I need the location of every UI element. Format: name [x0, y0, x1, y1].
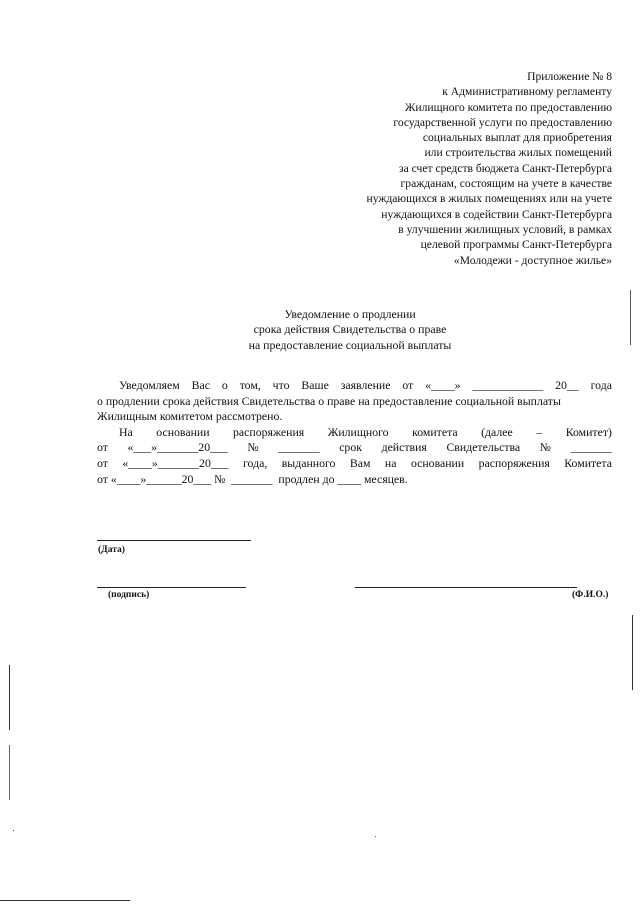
word: Вас [191, 378, 210, 392]
word: «___»_______20___ [127, 440, 228, 455]
body-line-3: Жилищным комитетом рассмотрено. [97, 409, 283, 424]
word: На [119, 424, 133, 439]
word: Уведомляем [119, 378, 180, 392]
body-line-5 [97, 440, 612, 456]
appendix-line: Жилищного комитета по предоставлению [404, 100, 612, 114]
appendix-header [192, 69, 612, 268]
word: от [97, 455, 108, 470]
word: 20__ [555, 378, 579, 392]
word: Жилищного [327, 424, 389, 439]
word: (далее [481, 424, 513, 439]
word: о [221, 378, 228, 392]
word: от [402, 378, 414, 392]
appendix-line: целевой программы Санкт-Петербурга [420, 238, 612, 252]
appendix-line: за счет средств бюджета Санкт-Петербурга [399, 161, 612, 175]
word: что [272, 378, 290, 392]
word: № [247, 440, 259, 455]
signature-line [97, 587, 246, 588]
scan-speck [13, 830, 14, 831]
appendix-line: нуждающихся в жилых помещениях или на учете [366, 192, 612, 206]
word: Комитета [564, 455, 612, 470]
word: года, [242, 455, 268, 470]
word: № [539, 440, 552, 455]
body-line-7: от «____»______20___ № _______ продлен до ____ месяцев. [97, 471, 408, 486]
word: ____________ [472, 378, 544, 392]
appendix-line: «Молодежи - доступное жилье» [453, 253, 612, 267]
appendix-line: или строительства жилых помещений [424, 146, 612, 160]
date-line [97, 540, 251, 541]
word: «____»_______20___ [122, 455, 229, 470]
word: Комитет) [565, 424, 612, 439]
word: заявление [340, 378, 391, 392]
word: распоряжения [233, 424, 305, 439]
name-label: (Ф.И.О.) [572, 590, 609, 600]
appendix-line: Приложение № 8 [527, 70, 612, 83]
body-line-6 [97, 456, 612, 472]
word: Свидетельства [446, 440, 521, 455]
body-line-2: о продлении срока действия Свидетельства о праве на предоставление социальной выплаты [97, 393, 561, 408]
word: _______ [570, 440, 612, 455]
word: «____» [425, 378, 461, 392]
word: том, [239, 378, 261, 392]
scan-edge-mark [630, 290, 631, 345]
word: _______ [278, 440, 320, 455]
word: от [97, 440, 108, 455]
body-line-4 [97, 425, 612, 441]
title-line: Уведомление о продлении [284, 307, 416, 321]
title-line: срока действия Свидетельства о праве [253, 322, 447, 337]
word: срок [339, 440, 362, 455]
word: – [536, 424, 543, 439]
name-line [355, 587, 577, 588]
word: распоряжения [478, 455, 550, 470]
signature-label: (подпись) [108, 590, 150, 600]
scan-speck [375, 836, 376, 837]
word: Ваше [301, 378, 329, 392]
word: Вам [349, 455, 371, 470]
appendix-line: государственной услуги по предоставлению [393, 115, 612, 129]
appendix-line: нуждающихся в содействии Санкт-Петербурга [381, 207, 612, 221]
word: комитета [412, 424, 458, 439]
appendix-line: социальных выплат для приобретения [422, 131, 612, 145]
date-label: (Дата) [98, 545, 125, 555]
scan-edge-mark [0, 900, 130, 901]
notification-body [97, 378, 612, 487]
word: действия [381, 440, 427, 455]
scan-edge-mark [9, 665, 10, 730]
appendix-line: в улучшении жилищных условий, в рамках [398, 222, 612, 236]
document-title [0, 307, 640, 353]
appendix-line: к Административному регламенту [442, 85, 612, 99]
appendix-line: гражданам, состоящим на учете в качестве [400, 177, 612, 191]
scan-edge-mark [9, 745, 10, 800]
word: года [590, 378, 612, 392]
word: на [384, 455, 397, 470]
title-line: на предоставление социальной выплаты [248, 337, 452, 352]
word: основании [410, 455, 465, 470]
word: выданного [281, 455, 336, 470]
scan-edge-mark [632, 615, 633, 690]
body-line-1 [97, 378, 612, 394]
word: основании [156, 424, 210, 439]
